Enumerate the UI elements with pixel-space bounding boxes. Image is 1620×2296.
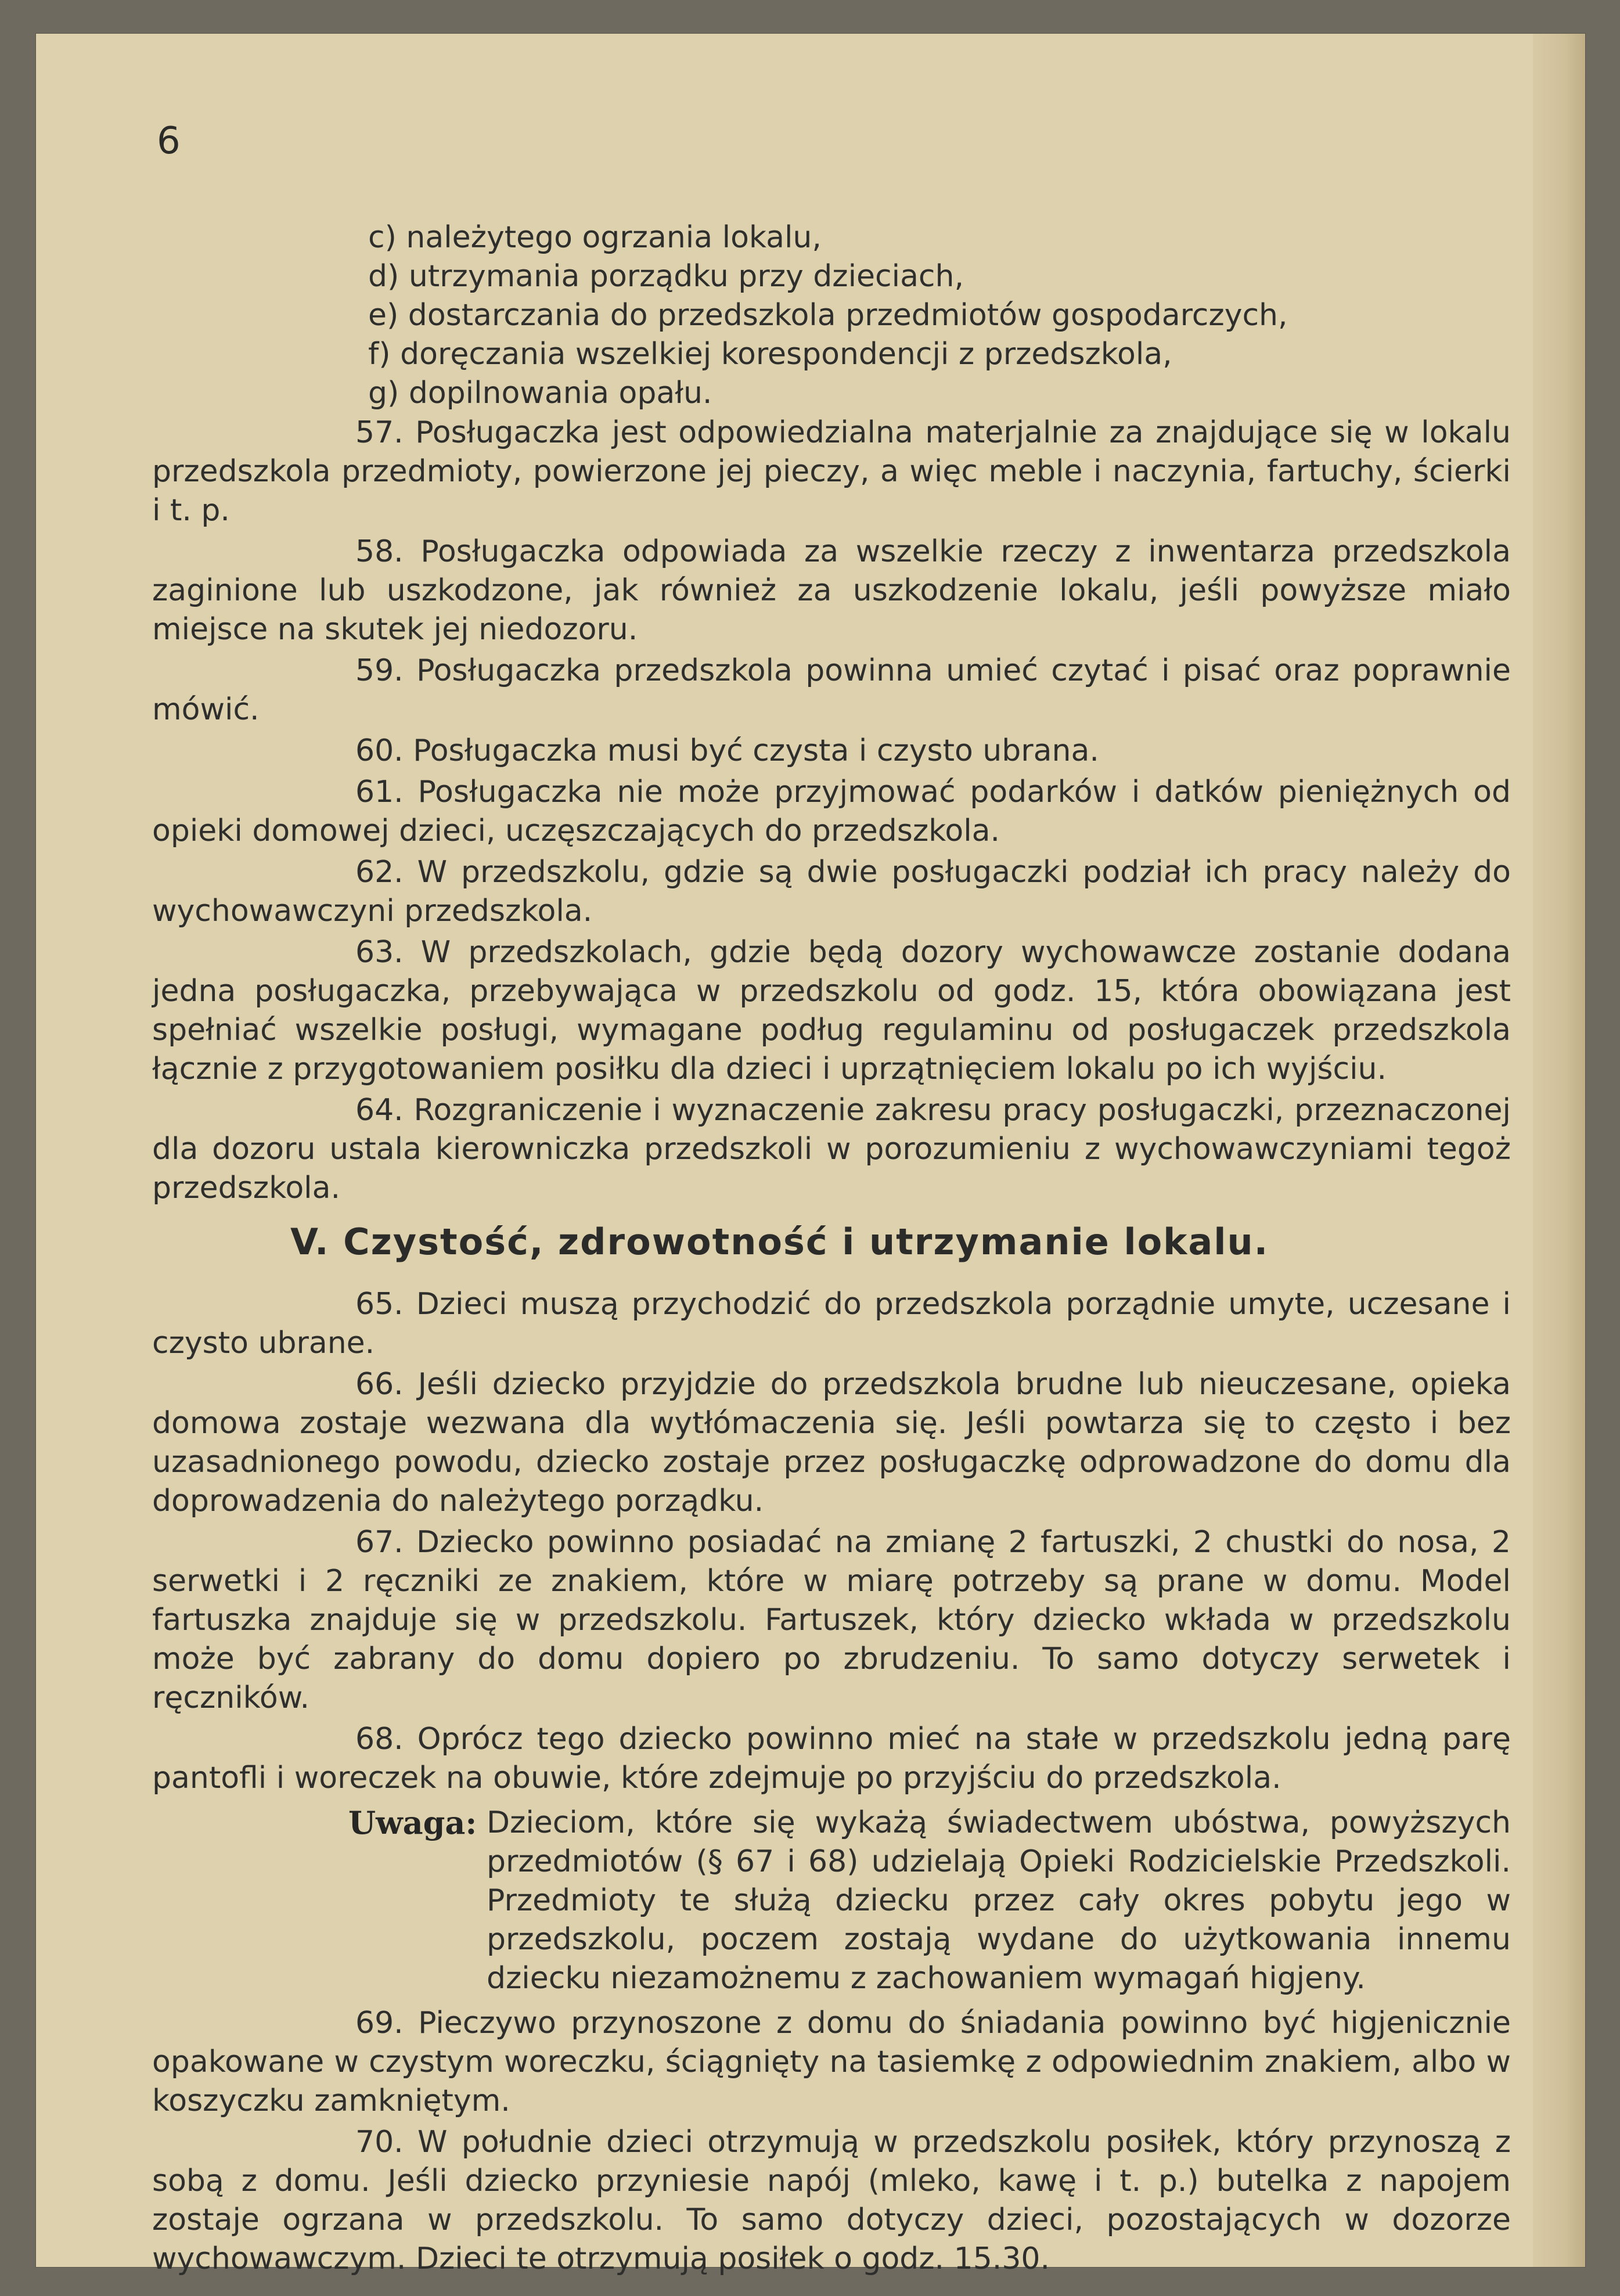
duties-list — [152, 218, 1511, 413]
list-item: f) doręczania wszelkiej korespondencji z przedszkola, — [368, 337, 1172, 372]
section-heading: V. Czystość, zdrowotność i utrzymanie lokalu. — [290, 1221, 1269, 1263]
list-item: g) dopilnowania opału. — [368, 376, 712, 411]
paragraph-69: 69. Pieczywo przynoszone z domu do śniadania powinno być higjenicznie opakowane w czystym woreczku, ściągnięty na tasiemkę z odpowiednim znakiem, albo w koszyczku zamkniętym. — [152, 2006, 1511, 2118]
paragraph-64: 64. Rozgraniczenie i wyznaczenie zakresu pracy posługaczki, przeznaczonej dla dozoru ustala kierowniczka przedszkoli w porozumieniu z wychowawczyniami tegoż przedszkola. — [152, 1093, 1511, 1205]
paragraph-62: 62. W przedszkolu, gdzie są dwie posługaczki podział ich pracy należy do wychowawczyni przedszkola. — [152, 855, 1511, 929]
paragraph-68: 68. Oprócz tego dziecko powinno mieć na stałe w przedszkolu jedną parę pantofli i woreczek na obuwie, które zdejmuje po przyjściu do przedszkola. — [152, 1722, 1511, 1795]
paragraph-63: 63. W przedszkolach, gdzie będą dozory wychowawcze zostanie dodana jedna posługaczka, przebywająca w przedszkolu od godz. 15, która obowiązana jest spełniać wszelkie posługi, wymagane podług regulaminu od posługaczek przedszkola łącznie z przygotowaniem posiłku dla dzieci i uprzątnięciem lokalu po ich wyjściu. — [152, 935, 1511, 1086]
paragraph-60: 60. Posługaczka musi być czysta i czysto ubrana. — [355, 733, 1099, 768]
document-page — [36, 34, 1585, 2276]
paragraph-57: 57. Posługaczka jest odpowiedzialna materjalnie za znajdujące się w lokalu przedszkola przedmioty, powierzone jej pieczy, a więc meble i naczynia, fartuchy, ścierki i t. p. — [152, 415, 1511, 528]
list-item: d) utrzymania porządku przy dzieciach, — [368, 259, 964, 294]
paragraph-58: 58. Posługaczka odpowiada za wszelkie rzeczy z inwentarza przedszkola zaginione lub uszkodzone, jak również za uszkodzenie lokalu, jeśli powyższe miało miejsce na skutek jej niedozoru. — [152, 534, 1511, 647]
page-number: 6 — [157, 120, 181, 163]
note-label: Uwaga: — [348, 1804, 477, 1841]
list-item: e) dostarczania do przedszkola przedmiotów gospodarczych, — [368, 298, 1288, 333]
page-content — [152, 218, 1511, 2281]
paragraph-66: 66. Jeśli dziecko przyjdzie do przedszkola brudne lub nieuczesane, opieka domowa zostaje wezwana dla wytłómaczenia się. Jeśli powtarza się to często i bez uzasadnionego powodu, dziecko zostaje przez posługaczkę odprowadzone do domu dla doprowadzenia do należytego porządku. — [152, 1367, 1511, 1518]
paragraph-67: 67. Dziecko powinno posiadać na zmianę 2 fartuszki, 2 chustki do nosa, 2 serwetki i 2 ręczniki ze znakiem, które w miarę potrzeby są prane w domu. Model fartuszka znajduje się w przedszkolu. Fartuszek, który dziecko wkłada w przedszkolu może być zabrany do domu dopiero po zbrudzeniu. To samo dotyczy serwetek i ręczników. — [152, 1525, 1511, 1715]
paragraph-59: 59. Posługaczka przedszkola powinna umieć czytać i pisać oraz poprawnie mówić. — [152, 653, 1511, 727]
paragraph-61: 61. Posługaczka nie może przyjmować podarków i datków pieniężnych od opieki domowej dzieci, uczęszczających do przedszkola. — [152, 775, 1511, 848]
note-block — [152, 1804, 1511, 1998]
list-item: c) należytego ogrzania lokalu, — [368, 220, 822, 255]
paragraph-70: 70. W południe dzieci otrzymują w przedszkolu posiłek, który przynoszą z sobą z domu. Jeśli dziecko przyniesie napój (mleko, kawę i t. p.) butelka z napojem zostaje ogrzana w przedszkolu. To samo dotyczy dzieci, pozostających w dozorze wychowawczym. Dzieci te otrzymują posiłek o godz. 15.30. — [152, 2125, 1511, 2276]
note-text: Dzieciom, które się wykażą świadectwem ubóstwa, powyższych przedmiotów (§ 67 i 68) udzielają Opieki Rodzicielskie Przedszkoli. Przedmioty te służą dziecku przez cały okres pobytu jego w przedszkolu, poczem zostają wydane do użytkowania innemu dziecku niezamożnemu z zachowaniem wymagań higjeny. — [487, 1805, 1511, 1996]
page-spine-edge — [1533, 34, 1585, 2267]
paragraph-65: 65. Dzieci muszą przychodzić do przedszkola porządnie umyte, uczesane i czysto ubrane. — [152, 1287, 1511, 1361]
